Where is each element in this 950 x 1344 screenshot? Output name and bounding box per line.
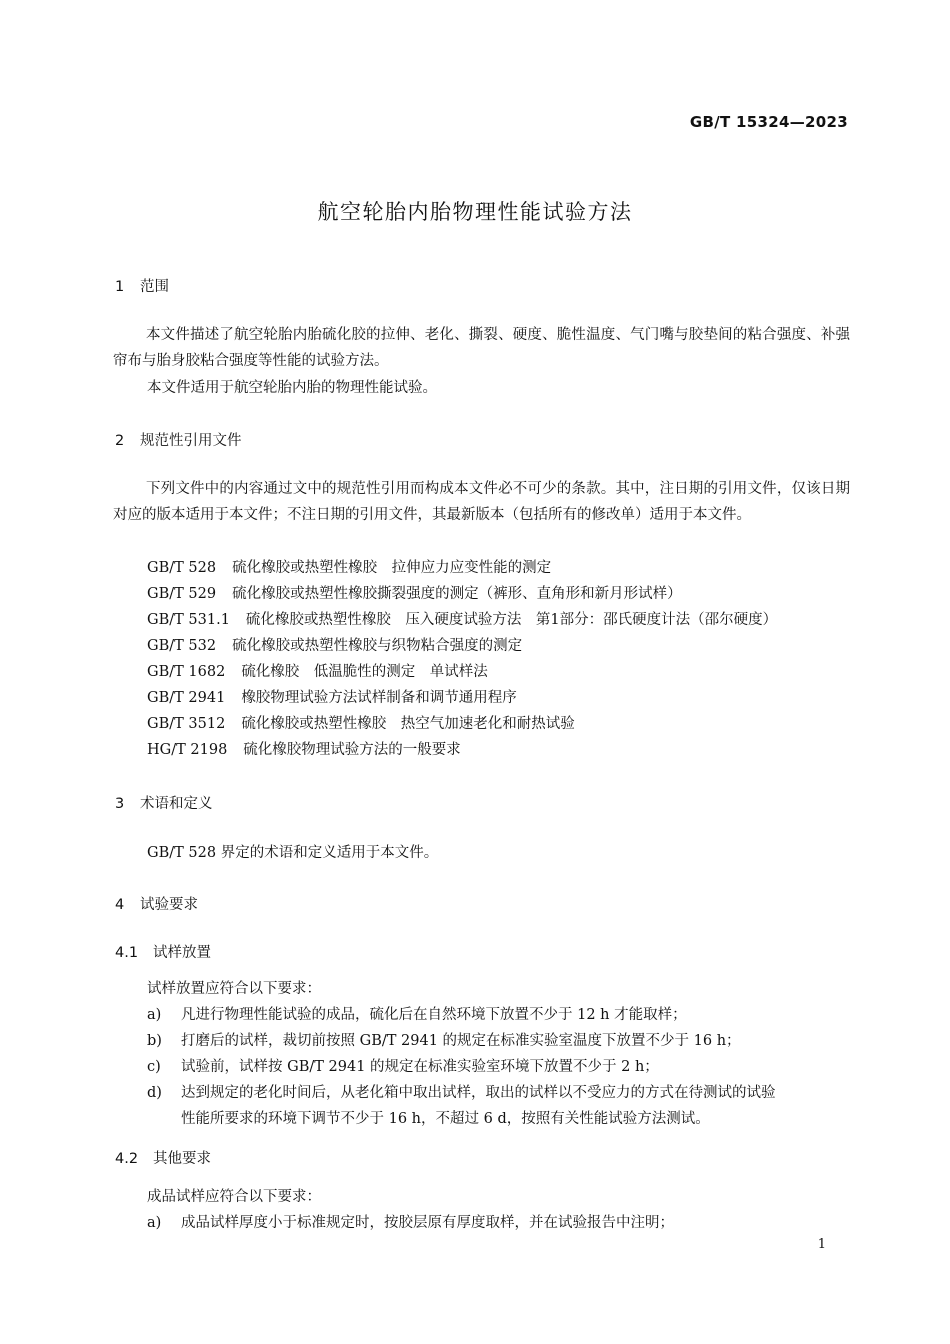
- list-item-text: 凡进行物理性能试验的成品，硫化后在自然环境下放置不少于 12 h 才能取样；: [181, 1007, 687, 1023]
- subsection-number: 4.1: [115, 945, 139, 961]
- reference-item: [147, 660, 488, 681]
- list-item-text: 成品试样厚度小于标准规定时，按胶层原有厚度取样，并在试验报告中注明；: [181, 1215, 674, 1231]
- list-item-label: b): [147, 1033, 162, 1049]
- standard-number: GB/T 15324—2023: [689, 113, 848, 131]
- section-1-heading: [115, 275, 169, 296]
- reference-item: [147, 556, 551, 577]
- section-number: 2: [115, 433, 125, 449]
- reference-code: GB/T 528: [147, 560, 217, 576]
- list-item: [147, 1029, 741, 1050]
- subsection-4-1-heading: [115, 941, 211, 962]
- subsection-4-2-heading: [115, 1147, 211, 1168]
- section-number: 3: [115, 796, 125, 812]
- section-number: 4: [115, 897, 125, 913]
- list-item-text: 打磨后的试样，裁切前按照 GB/T 2941 的规定在标准实验室温度下放置不少于 16 h；: [181, 1033, 741, 1049]
- reference-code: GB/T 1682: [147, 664, 226, 680]
- reference-code: HG/T 2198: [147, 742, 228, 758]
- subsection-title: 试样放置: [153, 945, 211, 961]
- reference-code: GB/T 532: [147, 638, 217, 654]
- reference-code: GB/T 531.1: [147, 612, 230, 628]
- section-4-heading: [115, 893, 198, 914]
- reference-item: [147, 712, 575, 733]
- reference-code: GB/T 529: [147, 586, 217, 602]
- reference-item: [147, 738, 461, 759]
- section-2-paragraph-1: 下列文件中的内容通过文中的规范性引用而构成本文件必不可少的条款。其中，注日期的引用文件，仅该日期对应的版本适用于本文件；不注日期的引用文件，其最新版本（包括所有的修改单）适用于本文件。: [113, 481, 850, 523]
- section-title: 规范性引用文件: [140, 433, 242, 449]
- list-item-label: a): [147, 1007, 162, 1023]
- list-item: [147, 1055, 659, 1076]
- page-number: 1: [817, 1237, 826, 1252]
- list-item-text: 试验前，试样按 GB/T 2941 的规定在标准实验室环境下放置不少于 2 h；: [181, 1059, 659, 1075]
- reference-title: 硫化橡胶或热塑性橡胶 热空气加速老化和耐热试验: [241, 716, 575, 732]
- list-item: [147, 1003, 687, 1024]
- list-item: [147, 1081, 776, 1102]
- page-title: 航空轮胎内胎物理性能试验方法: [317, 200, 633, 224]
- section-3-heading: [115, 792, 213, 813]
- section-title: 范围: [140, 279, 169, 295]
- section-title: 试验要求: [140, 897, 198, 913]
- reference-title: 硫化橡胶或热塑性橡胶 拉伸应力应变性能的测定: [232, 560, 552, 576]
- reference-code: GB/T 2941: [147, 690, 226, 706]
- reference-title: 硫化橡胶或热塑性橡胶 压入硬度试验方法 第1部分：邵氏硬度计法（邵尔硬度）: [245, 612, 778, 628]
- subsection-title: 其他要求: [153, 1151, 211, 1167]
- reference-item: [147, 582, 682, 603]
- subsection-4-2-intro: 成品试样应符合以下要求：: [147, 1189, 321, 1205]
- reference-title: 硫化橡胶 低温脆性的测定 单试样法: [241, 664, 488, 680]
- section-number: 1: [115, 279, 125, 295]
- section-1-paragraph-1: 本文件描述了航空轮胎内胎硫化胶的拉伸、老化、撕裂、硬度、脆性温度、气门嘴与胶垫间的粘合强度、补强帘布与胎身胶粘合强度等性能的试验方法。: [113, 327, 850, 369]
- list-item: [147, 1211, 674, 1232]
- reference-title: 橡胶物理试验方法试样制备和调节通用程序: [241, 690, 517, 706]
- list-item-label: d): [147, 1085, 162, 1101]
- list-item-label: c): [147, 1059, 161, 1075]
- reference-title: 硫化橡胶或热塑性橡胶与织物粘合强度的测定: [232, 638, 523, 654]
- section-title: 术语和定义: [140, 796, 213, 812]
- reference-code: GB/T 3512: [147, 716, 226, 732]
- section-3-paragraph-1: GB/T 528 界定的术语和定义适用于本文件。: [147, 845, 439, 861]
- list-item-continuation: 性能所要求的环境下调节不少于 16 h，不超过 6 d，按照有关性能试验方法测试。: [181, 1111, 710, 1127]
- subsection-number: 4.2: [115, 1151, 139, 1167]
- subsection-4-1-intro: 试样放置应符合以下要求：: [147, 981, 321, 997]
- reference-title: 硫化橡胶物理试验方法的一般要求: [243, 742, 461, 758]
- reference-item: [147, 608, 777, 629]
- list-item-text: 达到规定的老化时间后，从老化箱中取出试样，取出的试样以不受应力的方式在待测试的试验: [181, 1085, 776, 1101]
- reference-title: 硫化橡胶或热塑性橡胶撕裂强度的测定（裤形、直角形和新月形试样）: [232, 586, 682, 602]
- list-item-label: a): [147, 1215, 162, 1231]
- section-1-paragraph-2: 本文件适用于航空轮胎内胎的物理性能试验。: [147, 380, 437, 396]
- reference-item: [147, 686, 517, 707]
- reference-item: [147, 634, 522, 655]
- section-2-heading: [115, 429, 242, 450]
